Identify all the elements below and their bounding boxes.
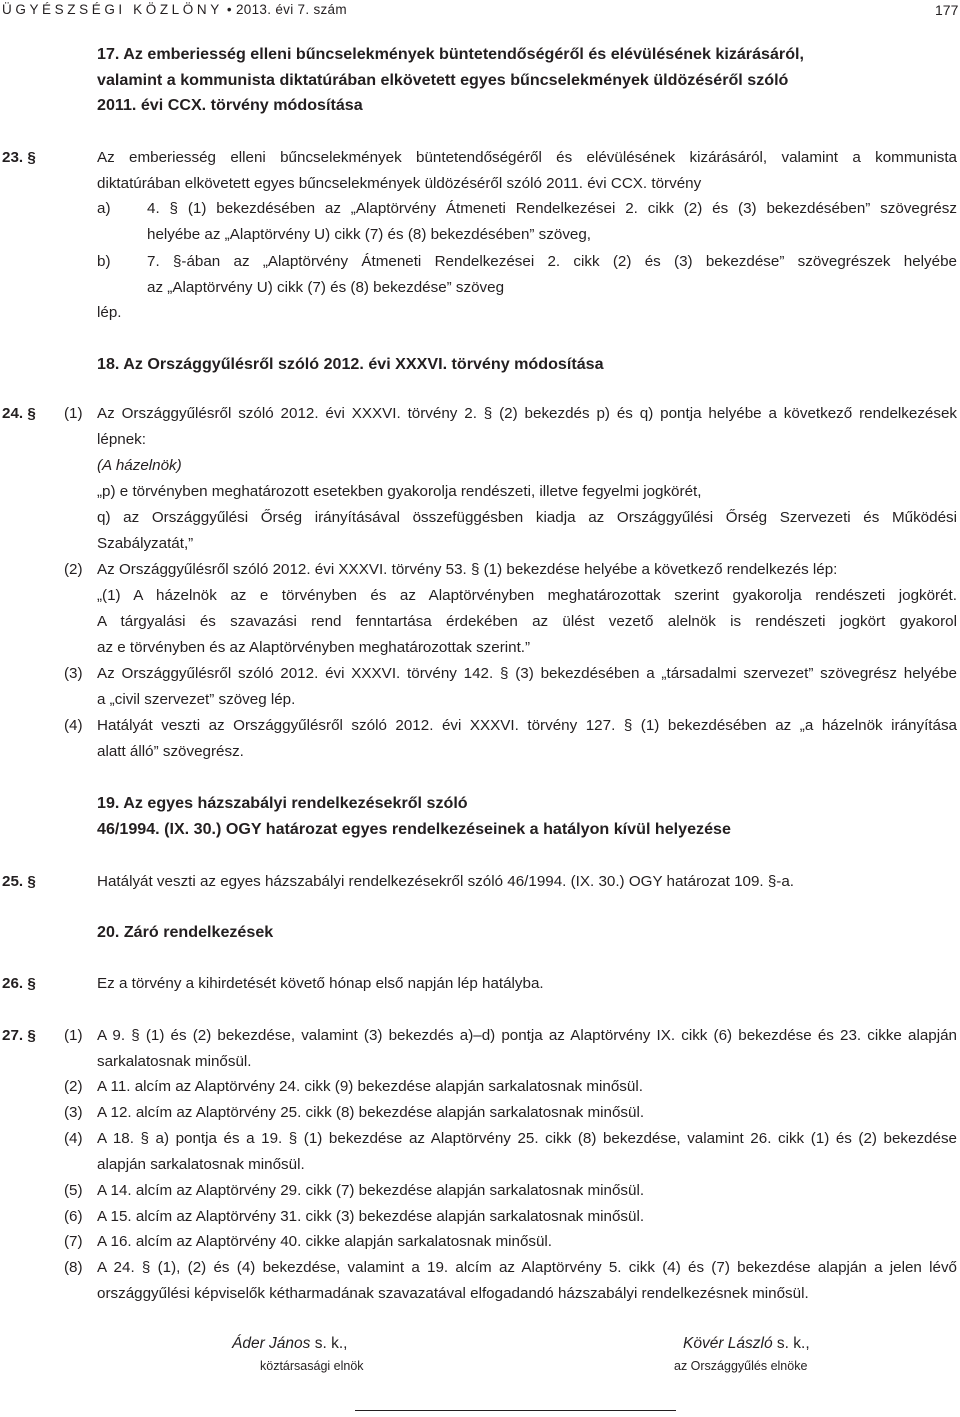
title-line: 46/1994. (IX. 30.) OGY határozat egyes rendelkezéseinek a hatályon kívül helyezése <box>97 819 731 838</box>
paragraph-number: (3) <box>64 665 83 682</box>
paragraph-text: Szabályzatát,” <box>97 535 194 552</box>
paragraph-text: A 14. alcím az Alaptörvény 29. cikk (7) bekezdése alapján sarkalatosnak minősül. <box>97 1182 645 1199</box>
chapter-19-title <box>97 791 957 842</box>
chapter-20-title: 20. Záró rendelkezések <box>97 923 274 941</box>
paragraph-text: Az Országgyűlésről szóló 2012. évi XXXVI. törvény 2. § (2) bekezdés p) és q) pontja helyébe a következő rendelkezések <box>97 405 957 422</box>
paragraph-text: az e törvényben és az Alaptörvényben meghatározottak szerint.” <box>97 639 531 656</box>
paragraph-text: A tárgyalási és szavazási rend fenntartása érdekében az ülést vezető alelnök is rendészeti jogkört gyakorol <box>97 613 957 630</box>
paragraph-text: „p) e törvényben meghatározott esetekben gyakorolja rendészeti, illetve fegyelmi jogkörét, <box>97 483 702 500</box>
paragraph-text: alapján sarkalatosnak minősül. <box>97 1156 305 1173</box>
paragraph-number: (4) <box>64 717 83 734</box>
issue-label: 2013. évi 7. szám <box>236 2 347 17</box>
paragraph-text: Hatályát veszti az Országgyűlésről szóló 2012. évi XXXVI. törvény 127. § (1) bekezdésében az „a házelnök irányítása <box>97 717 957 734</box>
paragraph-text: Az Országgyűlésről szóló 2012. évi XXXVI. törvény 142. § (3) bekezdésében a „társadalmi szervezet” szövegrész helyébe <box>97 665 957 682</box>
paragraph-text: A 12. alcím az Alaptörvény 25. cikk (8) bekezdése alapján sarkalatosnak minősül. <box>97 1104 645 1121</box>
section-23-closing: lép. <box>97 304 122 321</box>
title-line: 19. Az egyes házszabályi rendelkezésekről szóló <box>97 794 468 812</box>
section-23-line: diktatúrában elkövetett egyes bűncselekmények üldözéséről szóló 2011. évi CCX. törvény <box>97 175 702 192</box>
paragraph-text: országgyűlési képviselők kétharmadának szavazatával elfogadandó házszabályi rendelkezésnek minősül. <box>97 1285 809 1302</box>
signature-left <box>232 1333 347 1355</box>
paragraph-text: A 18. § a) pontja és a 19. § (1) bekezdése az Alaptörvény 25. cikk (8) bekezdése, valamint 26. cikk (1) és (2) bekezdése <box>97 1130 957 1147</box>
paragraph-text: sarkalatosnak minősül. <box>97 1053 252 1070</box>
section-23-line: Az emberiesség elleni bűncselekmények büntetendőségéről és elévülésének kizárásáról, valamint a kommunista <box>97 149 957 166</box>
section-24-number: 24. § <box>2 405 36 422</box>
paragraph-text: A 9. § (1) és (2) bekezdése, valamint (3) bekezdés a)‒d) pontja az Alaptörvény IX. cikk (6) bekezdése és 23. cikke alapján <box>97 1027 957 1044</box>
footer-rule <box>355 1410 676 1411</box>
signature-right <box>683 1333 810 1355</box>
section-23-number: 23. § <box>2 149 36 166</box>
paragraph-number: (4) <box>64 1130 83 1147</box>
paragraph-text: „(1) A házelnök az e törvényben és az Alaptörvényben meghatározottak szerint gyakorolja rendészeti jogkörét. <box>97 587 957 604</box>
paragraph-text: a „civil szervezet” szöveg lép. <box>97 691 296 708</box>
paragraph-text: Az Országgyűlésről szóló 2012. évi XXXVI. törvény 53. § (1) bekezdése helyébe a következő rendelkezés lép: <box>97 561 838 578</box>
signatory-suffix: s. k., <box>772 1335 810 1352</box>
paragraph-number: (7) <box>64 1233 83 1250</box>
item-a-label: a) <box>97 200 111 217</box>
signatory-name: Áder János <box>232 1335 311 1352</box>
chapter-17-title <box>97 42 957 119</box>
signatory-name: Kövér László <box>683 1335 773 1352</box>
paragraph-number: (2) <box>64 561 83 578</box>
page-number: 177 <box>935 2 959 18</box>
paragraph-heading: (A házelnök) <box>97 457 182 474</box>
paragraph-text: q) az Országgyűlési Őrség irányításával összefüggésben kiadja az Országgyűlési Őrség Szervezeti és Működési <box>97 509 957 526</box>
paragraph-text: A 16. alcím az Alaptörvény 40. cikke alapján sarkalatosnak minősül. <box>97 1233 553 1250</box>
item-b-text: 7. §-ában az „Alaptörvény Átmeneti Rendelkezései 2. cikk (2) és (3) bekezdése” szövegrészek helyébe <box>147 253 957 270</box>
running-header <box>2 2 347 17</box>
signatory-role: az Országgyűlés elnöke <box>674 1359 808 1373</box>
section-25-number: 25. § <box>2 873 36 890</box>
section-25-text: Hatályát veszti az egyes házszabályi rendelkezésekről szóló 46/1994. (IX. 30.) OGY határozat 109. §-a. <box>97 873 795 890</box>
section-27-number: 27. § <box>2 1027 36 1044</box>
paragraph-number: (2) <box>64 1078 83 1095</box>
paragraph-number: (3) <box>64 1104 83 1121</box>
paragraph-text: A 24. § (1), (2) és (4) bekezdése, valamint a 19. alcím az Alaptörvény 5. cikk (4) és (7) bekezdése alapján a jelen lévő <box>97 1259 957 1276</box>
paragraph-text: alatt álló” szövegrész. <box>97 743 244 760</box>
paragraph-number: (6) <box>64 1208 83 1225</box>
paragraph-text: lépnek: <box>97 431 146 448</box>
item-b-text: az „Alaptörvény U) cikk (7) és (8) bekezdése” szöveg <box>147 279 505 296</box>
item-b-label: b) <box>97 253 111 270</box>
signatory-suffix: s. k., <box>310 1335 348 1352</box>
section-26-text: Ez a törvény a kihirdetését követő hónap első napján lép hatályba. <box>97 975 544 992</box>
section-26-number: 26. § <box>2 975 36 992</box>
title-line: 17. Az emberiesség elleni bűncselekmények büntetendőségéről és elévülésének kizárásáról, <box>97 45 804 63</box>
title-line: 2011. évi CCX. törvény módosítása <box>97 96 363 114</box>
item-a-text: helyébe az „Alaptörvény U) cikk (7) és (8) bekezdésében” szöveg, <box>147 226 592 243</box>
chapter-18-title: 18. Az Országgyűlésről szóló 2012. évi XXXVI. törvény módosítása <box>97 355 604 373</box>
paragraph-text: A 15. alcím az Alaptörvény 31. cikk (3) bekezdése alapján sarkalatosnak minősül. <box>97 1208 645 1225</box>
signatory-role: köztársasági elnök <box>260 1359 364 1373</box>
paragraph-number: (5) <box>64 1182 83 1199</box>
paragraph-text: A 11. alcím az Alaptörvény 24. cikk (9) bekezdése alapján sarkalatosnak minősül. <box>97 1078 643 1095</box>
paragraph-number: (1) <box>64 405 83 422</box>
item-a-text: 4. § (1) bekezdésében az „Alaptörvény Átmeneti Rendelkezései 2. cikk (2) és (3) bekezdésében” szövegrész <box>147 200 957 217</box>
paragraph-number: (1) <box>64 1027 83 1044</box>
title-line: valamint a kommunista diktatúrában elkövetett egyes bűncselekmények üldözéséről szóló <box>97 70 789 89</box>
journal-name: ÜGYÉSZSÉGI KÖZLÖNY <box>2 2 223 17</box>
header-separator: • <box>226 2 232 17</box>
paragraph-number: (8) <box>64 1259 83 1276</box>
